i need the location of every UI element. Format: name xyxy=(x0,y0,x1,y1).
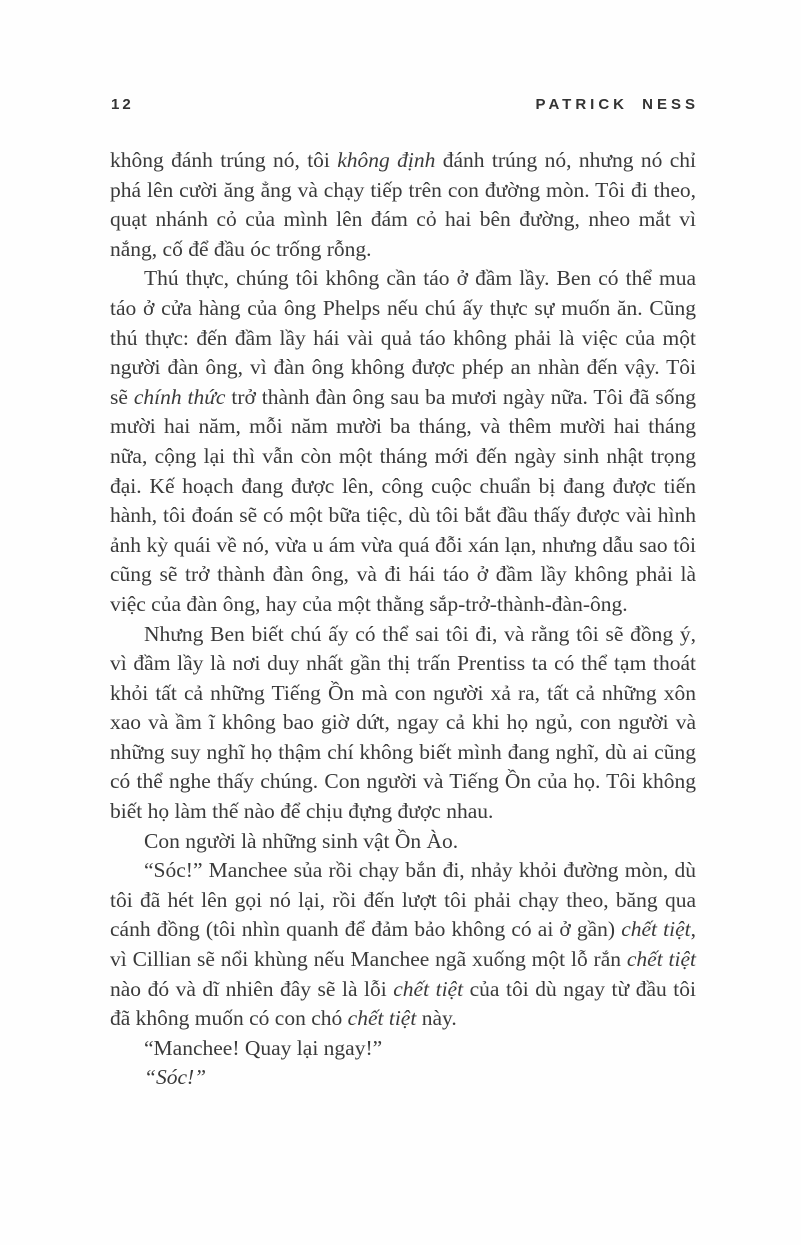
text-run: nào đó và dĩ nhiên đây sẽ là lỗi xyxy=(110,976,394,1001)
italic-text-run: chết tiệt xyxy=(347,1006,417,1031)
running-header-author: PATRICK NESS xyxy=(535,96,699,113)
text-run: này. xyxy=(416,1006,457,1031)
italic-text-run: chết tiệt xyxy=(393,976,464,1001)
paragraph xyxy=(110,264,696,619)
text-run: Con người là những sinh vật Ồn Ào. xyxy=(144,828,459,853)
text-run: đánh trúng nó, nhưng nó chỉ phá lên cười ăng ẳng và chạy tiếp trên con đường mòn. Tôi đi theo, quạt nhánh cỏ của mình lên đám cỏ hai bên đường, nheo mắt vì nắng, cố để đầu óc trống rỗng. xyxy=(110,148,696,261)
paragraph xyxy=(110,146,696,264)
italic-text-run: “Sóc!” xyxy=(144,1065,207,1090)
italic-text-run: chết tiệt xyxy=(626,947,696,972)
text-run: trở thành đàn ông sau ba mươi ngày nữa. Tôi đã sống mười hai năm, mỗi năm mười ba tháng, và thêm mười hai tháng nữa, cộng lại thì vẫn còn một tháng mới đến ngày sinh nhật trọng đại. Kế hoạch đang được lên, công cuộc chuẩn bị đang được tiến hành, tôi đoán sẽ có một bữa tiệc, dù tôi bắt đầu thấy được vài hình ảnh kỳ quái về nó, vừa u ám vừa quá đỗi xán lạn, nhưng dẫu sao tôi cũng sẽ trở thành đàn ông, và đi hái táo ở đầm lầy không phải là việc của đàn ông, hay của một thằng sắp-trở-thành-đàn-ông. xyxy=(110,384,696,616)
italic-text-run: chết tiệt xyxy=(621,917,691,942)
page-body xyxy=(110,146,696,1093)
paragraph xyxy=(110,856,696,1034)
page-number: 12 xyxy=(111,96,134,113)
paragraph xyxy=(110,827,696,857)
text-run: , vì Cillian sẽ nổi khùng nếu Manchee ngã xuống một lỗ rắn xyxy=(110,917,696,972)
italic-text-run: không định xyxy=(337,148,436,172)
text-run: “Sóc!” Manchee sủa rồi chạy bắn đi, nhảy khỏi đường mòn, dù tôi đã hét lên gọi nó lại, rồi đến lượt tôi phải chạy theo, băng qua cánh đồng (tôi nhìn quanh để đảm bảo không có ai ở gần) xyxy=(110,858,696,942)
text-run: không đánh trúng nó, tôi xyxy=(110,148,338,172)
italic-text-run: chính thức xyxy=(133,384,226,409)
paragraph xyxy=(110,1063,696,1093)
paragraph xyxy=(110,620,696,827)
text-run: “Manchee! Quay lại ngay!” xyxy=(144,1035,383,1060)
text-run: Thú thực, chúng tôi không cần táo ở đầm lầy. Ben có thể mua táo ở cửa hàng của ông Phelps nếu chú ấy thực sự muốn ăn. Cũng thú thực: đến đầm lầy hái vài quả táo không phải là việc của một người đàn ông, vì đàn ông không được phép an nhàn đến vậy. Tôi sẽ xyxy=(110,266,696,409)
paragraph xyxy=(110,1034,696,1064)
page-header xyxy=(111,96,699,113)
text-run: của tôi dù ngay từ đầu tôi đã không muốn có con chó xyxy=(110,976,696,1031)
text-run: Nhưng Ben biết chú ấy có thể sai tôi đi, và rằng tôi sẽ đồng ý, vì đầm lầy là nơi duy nhất gần thị trấn Prentiss ta có thể tạm thoát khỏi tất cả những Tiếng Ồn mà con người xả ra, tất cả những xôn xao và ầm ĩ không bao giờ dứt, ngay cả khi họ ngủ, con người và những suy nghĩ họ thậm chí không biết mình đang nghĩ, dù ai cũng có thể nghe thấy chúng. Con người và Tiếng Ồn của họ. Tôi không biết họ làm thế nào để chịu đựng được nhau. xyxy=(110,621,696,824)
